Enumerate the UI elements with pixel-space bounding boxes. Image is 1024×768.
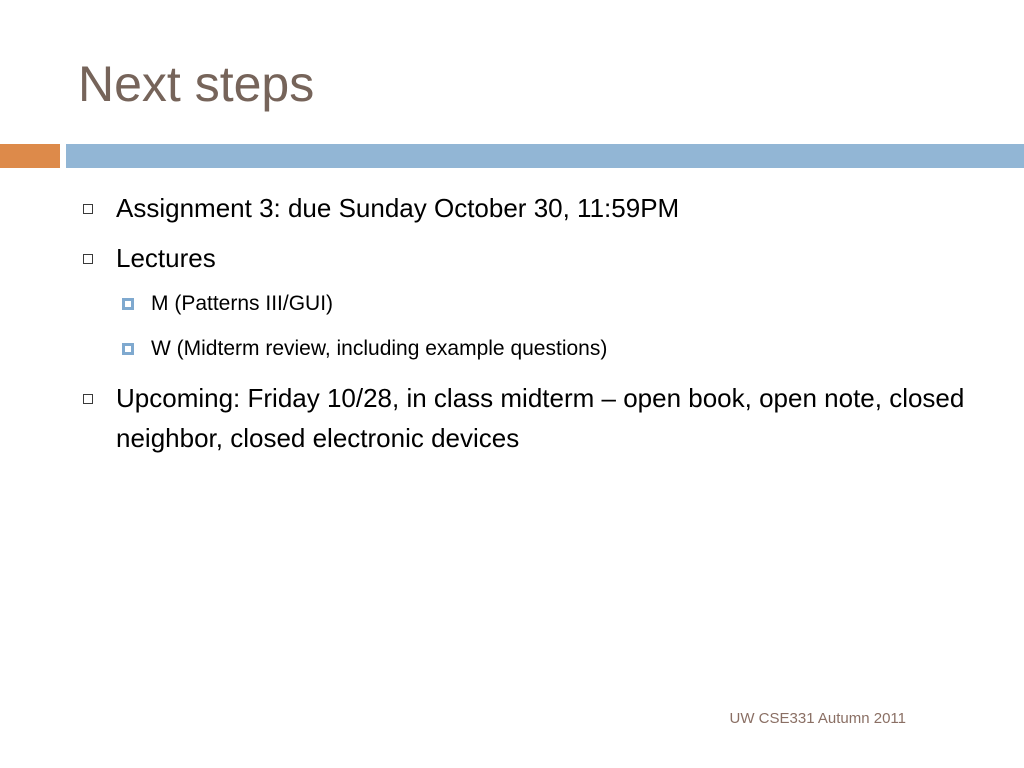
bullet-item: Lectures [116,243,216,273]
square-bullet-icon [83,204,93,214]
square-sub-bullet-icon [122,298,134,310]
slide-footer: UW CSE331 Autumn 2011 [729,710,906,727]
sub-bullet-item: W (Midterm review, including example questions) [151,337,608,360]
square-sub-bullet-icon [122,343,134,355]
square-bullet-icon [83,254,93,264]
bullet-item: Assignment 3: due Sunday October 30, 11:59PM [116,193,680,223]
square-bullet-icon [83,394,93,404]
sub-bullet-item: M (Patterns III/GUI) [151,292,334,315]
slide-title: Next steps [78,56,315,112]
bullet-item: Upcoming: Friday 10/28, in class midterm – open book, open note, closed neighbor, closed electronic devices [116,383,965,453]
